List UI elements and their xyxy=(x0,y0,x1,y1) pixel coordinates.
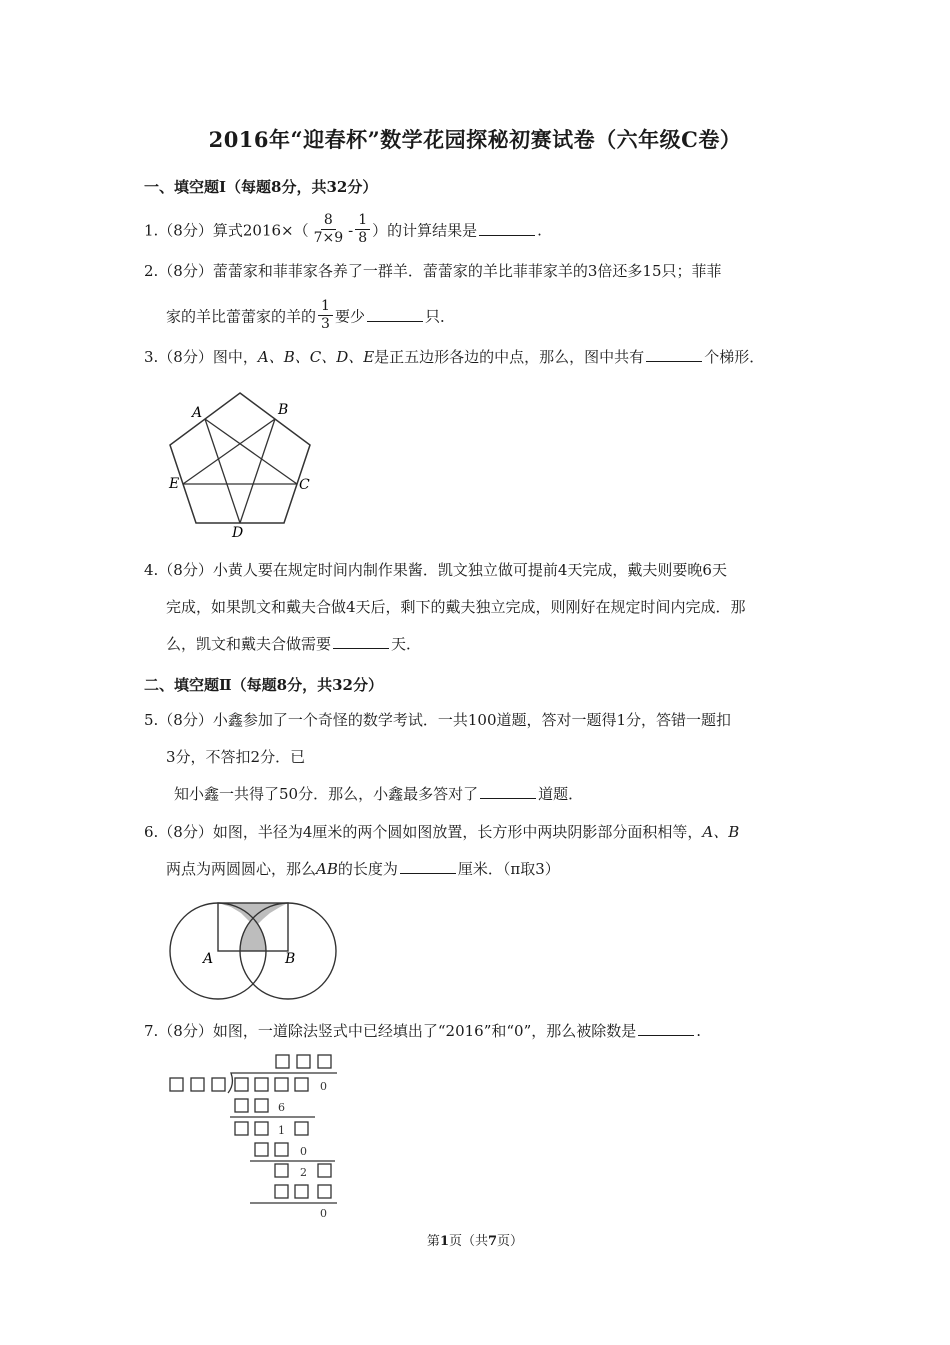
label-c: C xyxy=(299,477,310,493)
q5-line3-end: 道题． xyxy=(538,785,584,803)
question-7 xyxy=(144,1021,701,1041)
q3-end: 个梯形． xyxy=(704,348,765,366)
label-e: E xyxy=(169,476,180,492)
q1-fraction-1 xyxy=(311,212,347,247)
answer-blank[interactable] xyxy=(400,859,456,874)
q5-line3-prefix: 知小鑫一共得了50分．那么，小鑫最多答对了 xyxy=(174,785,479,803)
line-a-c xyxy=(205,419,297,484)
answer-blank[interactable] xyxy=(646,347,702,362)
q1-fraction-2 xyxy=(355,212,370,247)
question-5-line-1: 5.（8分）小鑫参加了一个奇怪的数学考试．一共100道题，答对一题得1分，答错一题扣 xyxy=(144,711,732,729)
section-header-1: 一、填空题Ⅰ（每题8分，共32分） xyxy=(144,178,378,196)
footer-pre: 第 xyxy=(426,1234,440,1249)
label-a: A xyxy=(203,951,214,967)
footer-page-number: 1 xyxy=(439,1234,449,1249)
line-b-d xyxy=(240,419,275,523)
q6-line2-end: 厘米．（π取3） xyxy=(457,860,560,878)
q1-prefix: 1.（8分）算式2016×（ xyxy=(144,221,309,240)
footer-post: 页） xyxy=(497,1234,524,1249)
question-3 xyxy=(144,347,764,367)
question-6-line-2 xyxy=(166,859,560,879)
label-a: A xyxy=(192,405,203,421)
q3-points: A、B、C、D、E xyxy=(257,348,375,366)
q2-line2-prefix: 家的羊比蕾蕾家的羊的 xyxy=(166,307,317,326)
q7-end: . xyxy=(696,1022,702,1040)
q1-suffix: ）的计算结果是 xyxy=(372,221,478,240)
q2-frac-denominator: 3 xyxy=(321,316,330,332)
q6-line2-prefix: 两点为两圆圆心，那么 xyxy=(166,860,317,878)
question-4-line-2: 完成，如果凯文和戴夫合做4天后，剩下的戴夫独立完成，则刚好在规定时间内完成．那 xyxy=(166,598,746,616)
digit-remainder-0: 0 xyxy=(320,1207,327,1220)
pentagon xyxy=(170,393,310,523)
q6-line1-points: A、B xyxy=(702,823,740,841)
label-d: D xyxy=(232,525,244,540)
question-4-line-1: 4.（8分）小黄人要在规定时间内制作果酱．凯文独立做可提前4天完成，戴夫则要晚6天 xyxy=(144,561,727,579)
long-division-figure xyxy=(165,1050,355,1225)
label-b: B xyxy=(278,402,289,418)
question-4-line-3 xyxy=(166,634,421,654)
answer-blank[interactable] xyxy=(367,307,423,322)
question-1 xyxy=(144,214,542,249)
q4-line3-prefix: 么，凯文和戴夫合做需要 xyxy=(166,635,332,653)
pentagon-figure xyxy=(160,390,330,540)
q6-line2-mid: 的长度为 xyxy=(337,860,398,878)
answer-blank[interactable] xyxy=(480,784,536,799)
question-2-line-1: 2.（8分）蕾蕾家和菲菲家各养了一群羊．蕾蕾家的羊比菲菲家羊的3倍还多15只；菲菲 xyxy=(144,262,722,280)
q1-frac2-denominator: 8 xyxy=(358,230,368,246)
section-header-2: 二、填空题Ⅱ（每题8分，共32分） xyxy=(144,676,383,694)
digit-row4-0: 0 xyxy=(300,1145,307,1158)
question-5-line-3 xyxy=(174,784,583,804)
digit-6: 6 xyxy=(278,1101,285,1114)
answer-blank[interactable] xyxy=(638,1021,694,1036)
q1-minus: - xyxy=(348,221,354,240)
page-title: 2016年“迎春杯”数学花园探秘初赛试卷（六年级C卷） xyxy=(208,127,742,152)
question-2-line-2 xyxy=(166,300,455,335)
line-b-e xyxy=(183,419,275,484)
q1-frac1-denominator: 7×9 xyxy=(313,230,344,246)
q2-line2-end: 只． xyxy=(424,307,455,326)
footer-total-pages: 7 xyxy=(488,1234,498,1249)
digit-1: 1 xyxy=(278,1124,285,1137)
q2-line2-mid: 要少 xyxy=(334,307,365,326)
q1-frac1-numerator: 8 xyxy=(321,212,336,230)
q7-prefix: 7.（8分）如图，一道除法竖式中已经填出了“2016”和“0”，那么被除数是 xyxy=(144,1022,637,1040)
q1-end: . xyxy=(537,221,542,240)
question-5-line-2: 3分，不答扣2分．已 xyxy=(166,748,306,766)
answer-blank[interactable] xyxy=(479,221,535,236)
q6-line1-prefix: 6.（8分）如图，半径为4厘米的两个圆如图放置，长方形中两块阴影部分面积相等， xyxy=(144,823,703,841)
page-footer xyxy=(0,1230,950,1249)
q2-fraction xyxy=(318,298,333,333)
line-a-d xyxy=(205,419,240,523)
two-circles-figure xyxy=(165,895,345,1005)
q4-line3-end: 天． xyxy=(391,635,422,653)
digit-2: 2 xyxy=(300,1166,307,1179)
answer-blank[interactable] xyxy=(333,634,389,649)
question-6-line-1 xyxy=(144,822,739,842)
q2-frac-numerator: 1 xyxy=(318,298,333,316)
label-b: B xyxy=(285,951,296,967)
digit-dividend-0: 0 xyxy=(320,1080,327,1093)
q1-frac2-numerator: 1 xyxy=(355,212,370,230)
footer-mid: 页（共 xyxy=(448,1234,488,1249)
q3-suffix: 是正五边形各边的中点，那么，图中共有 xyxy=(374,348,645,366)
q6-ab: AB xyxy=(316,860,338,878)
q3-prefix: 3.（8分）图中， xyxy=(144,348,258,366)
